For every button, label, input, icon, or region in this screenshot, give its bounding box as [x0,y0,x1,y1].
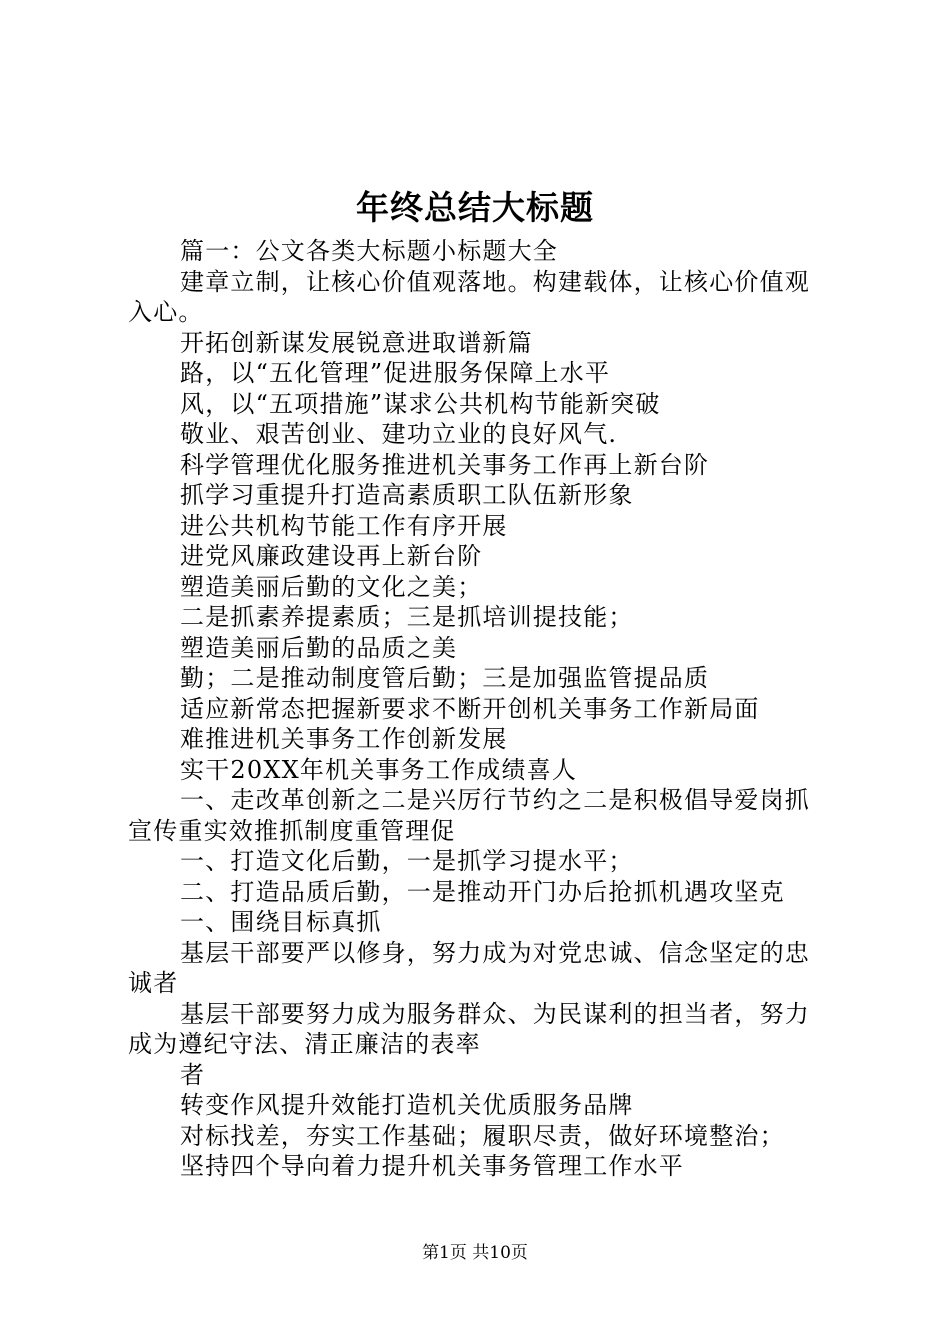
paragraph: 抓学习重提升打造高素质职工队伍新形象 [180,481,634,509]
paragraph: 开拓创新谋发展锐意进取谱新篇 [180,328,533,357]
paragraph: 建章立制，让核心价值观落地。构建载体，让核心价值观入心。 [128,267,810,326]
paragraph: 篇一：公文各类大标题小标题大全 [180,237,558,265]
paragraph: 坚持四个导向着力提升机关事务管理工作水平 [180,1152,684,1180]
paragraph: 转变作风提升效能打造机关优质服务品牌 [180,1091,634,1119]
paragraph: 敬业、艰苦创业、建功立业的良好风气. [180,420,618,448]
paragraph: 二、打造品质后勤，一是推动开门办后抢抓机遇攻坚克 [180,877,785,906]
paragraph: 对标找差，夯实工作基础；履职尽责，做好环境整治； [180,1121,785,1150]
paragraph: 基层干部要严以修身，努力成为对党忠诚、信念坚定的忠诚者 [128,938,810,997]
paragraph: 塑造美丽后勤的文化之美； [180,572,483,601]
page-footer: 第1页 共10页 [422,1243,528,1263]
paragraph: 二是抓素养提素质；三是抓培训提技能； [180,603,634,631]
paragraph: 风，以“五项措施”谋求公共机构节能新突破 [180,389,661,418]
document-title: 年终总结大标题 [356,188,594,227]
paragraph: 塑造美丽后勤的品质之美 [180,633,458,662]
paragraph: 一、打造文化后勤，一是抓学习提水平； [180,847,634,875]
paragraph: 适应新常态把握新要求不断开创机关事务工作新局面 [180,694,760,723]
paragraph: 一、围绕目标真抓 [180,908,382,936]
paragraph: 进党风廉政建设再上新台阶 [180,542,483,570]
paragraph: 一、走改革创新之二是兴厉行节约之二是积极倡导爱岗抓宣传重实效推抓制度重管理促 [128,786,810,845]
paragraph: 难推进机关事务工作创新发展 [180,725,508,753]
paragraph: 路，以“五化管理”促进服务保障上水平 [180,359,611,387]
paragraph: 勤；二是推动制度管后勤；三是加强监管提品质 [180,664,710,692]
paragraph: 基层干部要努力成为服务群众、为民谋利的担当者，努力成为遵纪守法、清正廉洁的表率 [128,999,810,1058]
document-body [128,236,834,1182]
paragraph: 者 [180,1060,206,1089]
paragraph: 实干20XX年机关事务工作成绩喜人 [180,755,578,784]
paragraph: 科学管理优化服务推进机关事务工作再上新台阶 [180,450,710,479]
paragraph: 进公共机构节能工作有序开展 [180,511,508,540]
